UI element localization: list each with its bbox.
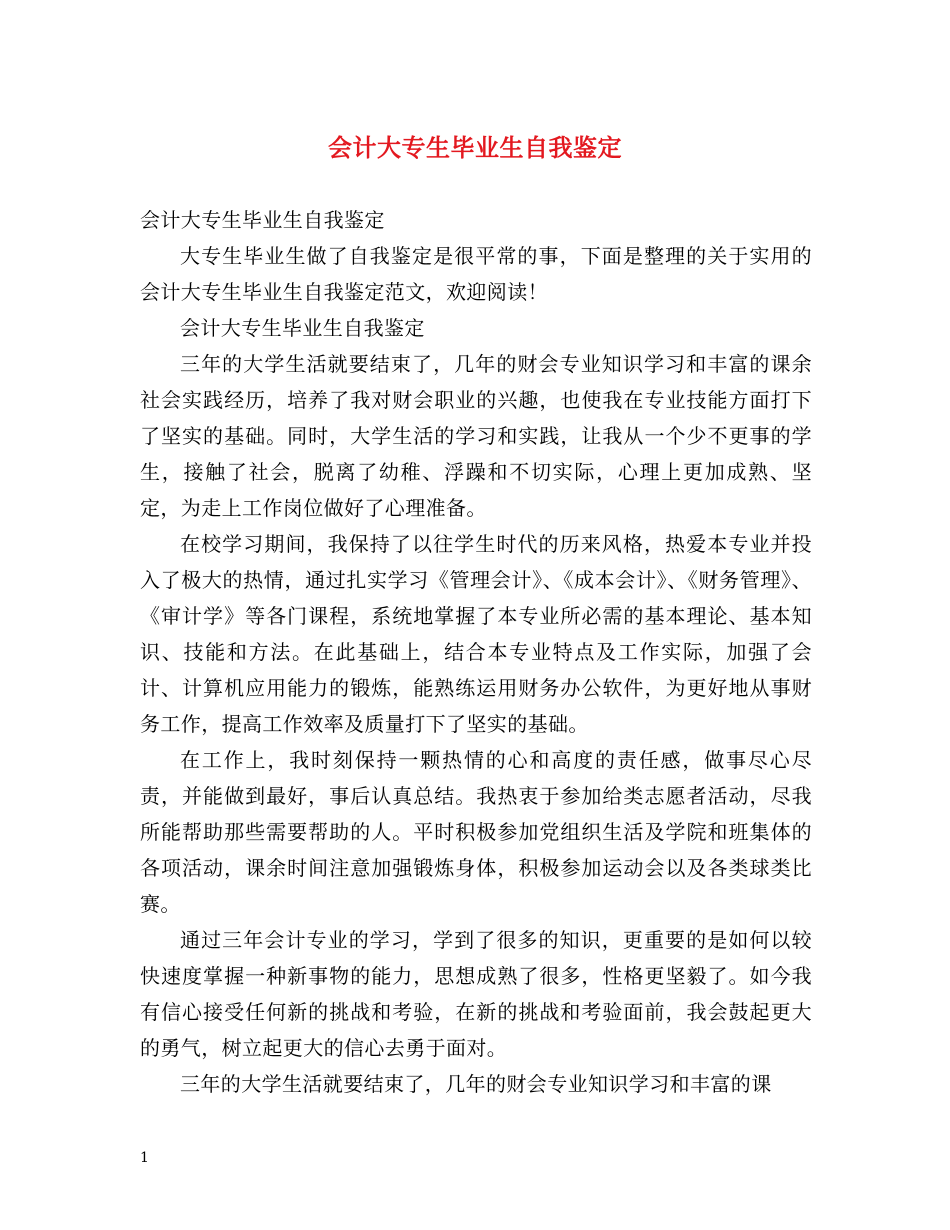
paragraph-subtitle: 会计大专生毕业生自我鉴定 <box>180 316 425 340</box>
paragraph-body: 三年的大学生活就要结束了，几年的财会专业知识学习和丰富的课余社会实践经历，培养了我对财会职业的兴趣，也使我在专业技能方面打下了坚实的基础。同时，大学生活的学习和实践，让我从一个少不更事的学生，接触了社会，脱离了幼稚、浮躁和不切实际，心理上更加成熟、坚定，为走上工作岗位做好了心理准备。 <box>140 352 812 520</box>
paragraph-heading-repeat: 会计大专生毕业生自我鉴定 <box>140 208 385 232</box>
paragraph-body: 在校学习期间，我保持了以往学生时代的历来风格，热爱本专业并投入了极大的热情，通过扎实学习《管理会计》、《成本会计》、《财务管理》、《审计学》等各门课程，系统地掌握了本专业所必需的基本理论、基本知识、技能和方法。在此基础上，结合本专业特点及工作实际，加强了会计、计算机应用能力的锻炼，能熟练运用财务办公软件，为更好地从事财务工作，提高工作效率及质量打下了坚实的基础。 <box>140 532 812 736</box>
document-title: 会计大专生毕业生自我鉴定 <box>328 133 622 162</box>
paragraph-body-continued: 三年的大学生活就要结束了，几年的财会专业知识学习和丰富的课 <box>180 1072 772 1096</box>
paragraph-intro: 大专生毕业生做了自我鉴定是很平常的事，下面是整理的关于实用的会计大专生毕业生自我鉴定范文，欢迎阅读！ <box>140 244 812 304</box>
document-body <box>140 202 812 1102</box>
paragraph-body: 通过三年会计专业的学习，学到了很多的知识，更重要的是如何以较快速度掌握一种新事物的能力，思想成熟了很多，性格更坚毅了。如今我有信心接受任何新的挑战和考验，在新的挑战和考验面前，我会鼓起更大的勇气，树立起更大的信心去勇于面对。 <box>140 928 812 1060</box>
page-number: 1 <box>140 1150 149 1166</box>
paragraph-body: 在工作上，我时刻保持一颗热情的心和高度的责任感，做事尽心尽责，并能做到最好，事后认真总结。我热衷于参加给类志愿者活动，尽我所能帮助那些需要帮助的人。平时积极参加党组织生活及学院和班集体的各项活动，课余时间注意加强锻炼身体，积极参加运动会以及各类球类比赛。 <box>140 748 812 916</box>
